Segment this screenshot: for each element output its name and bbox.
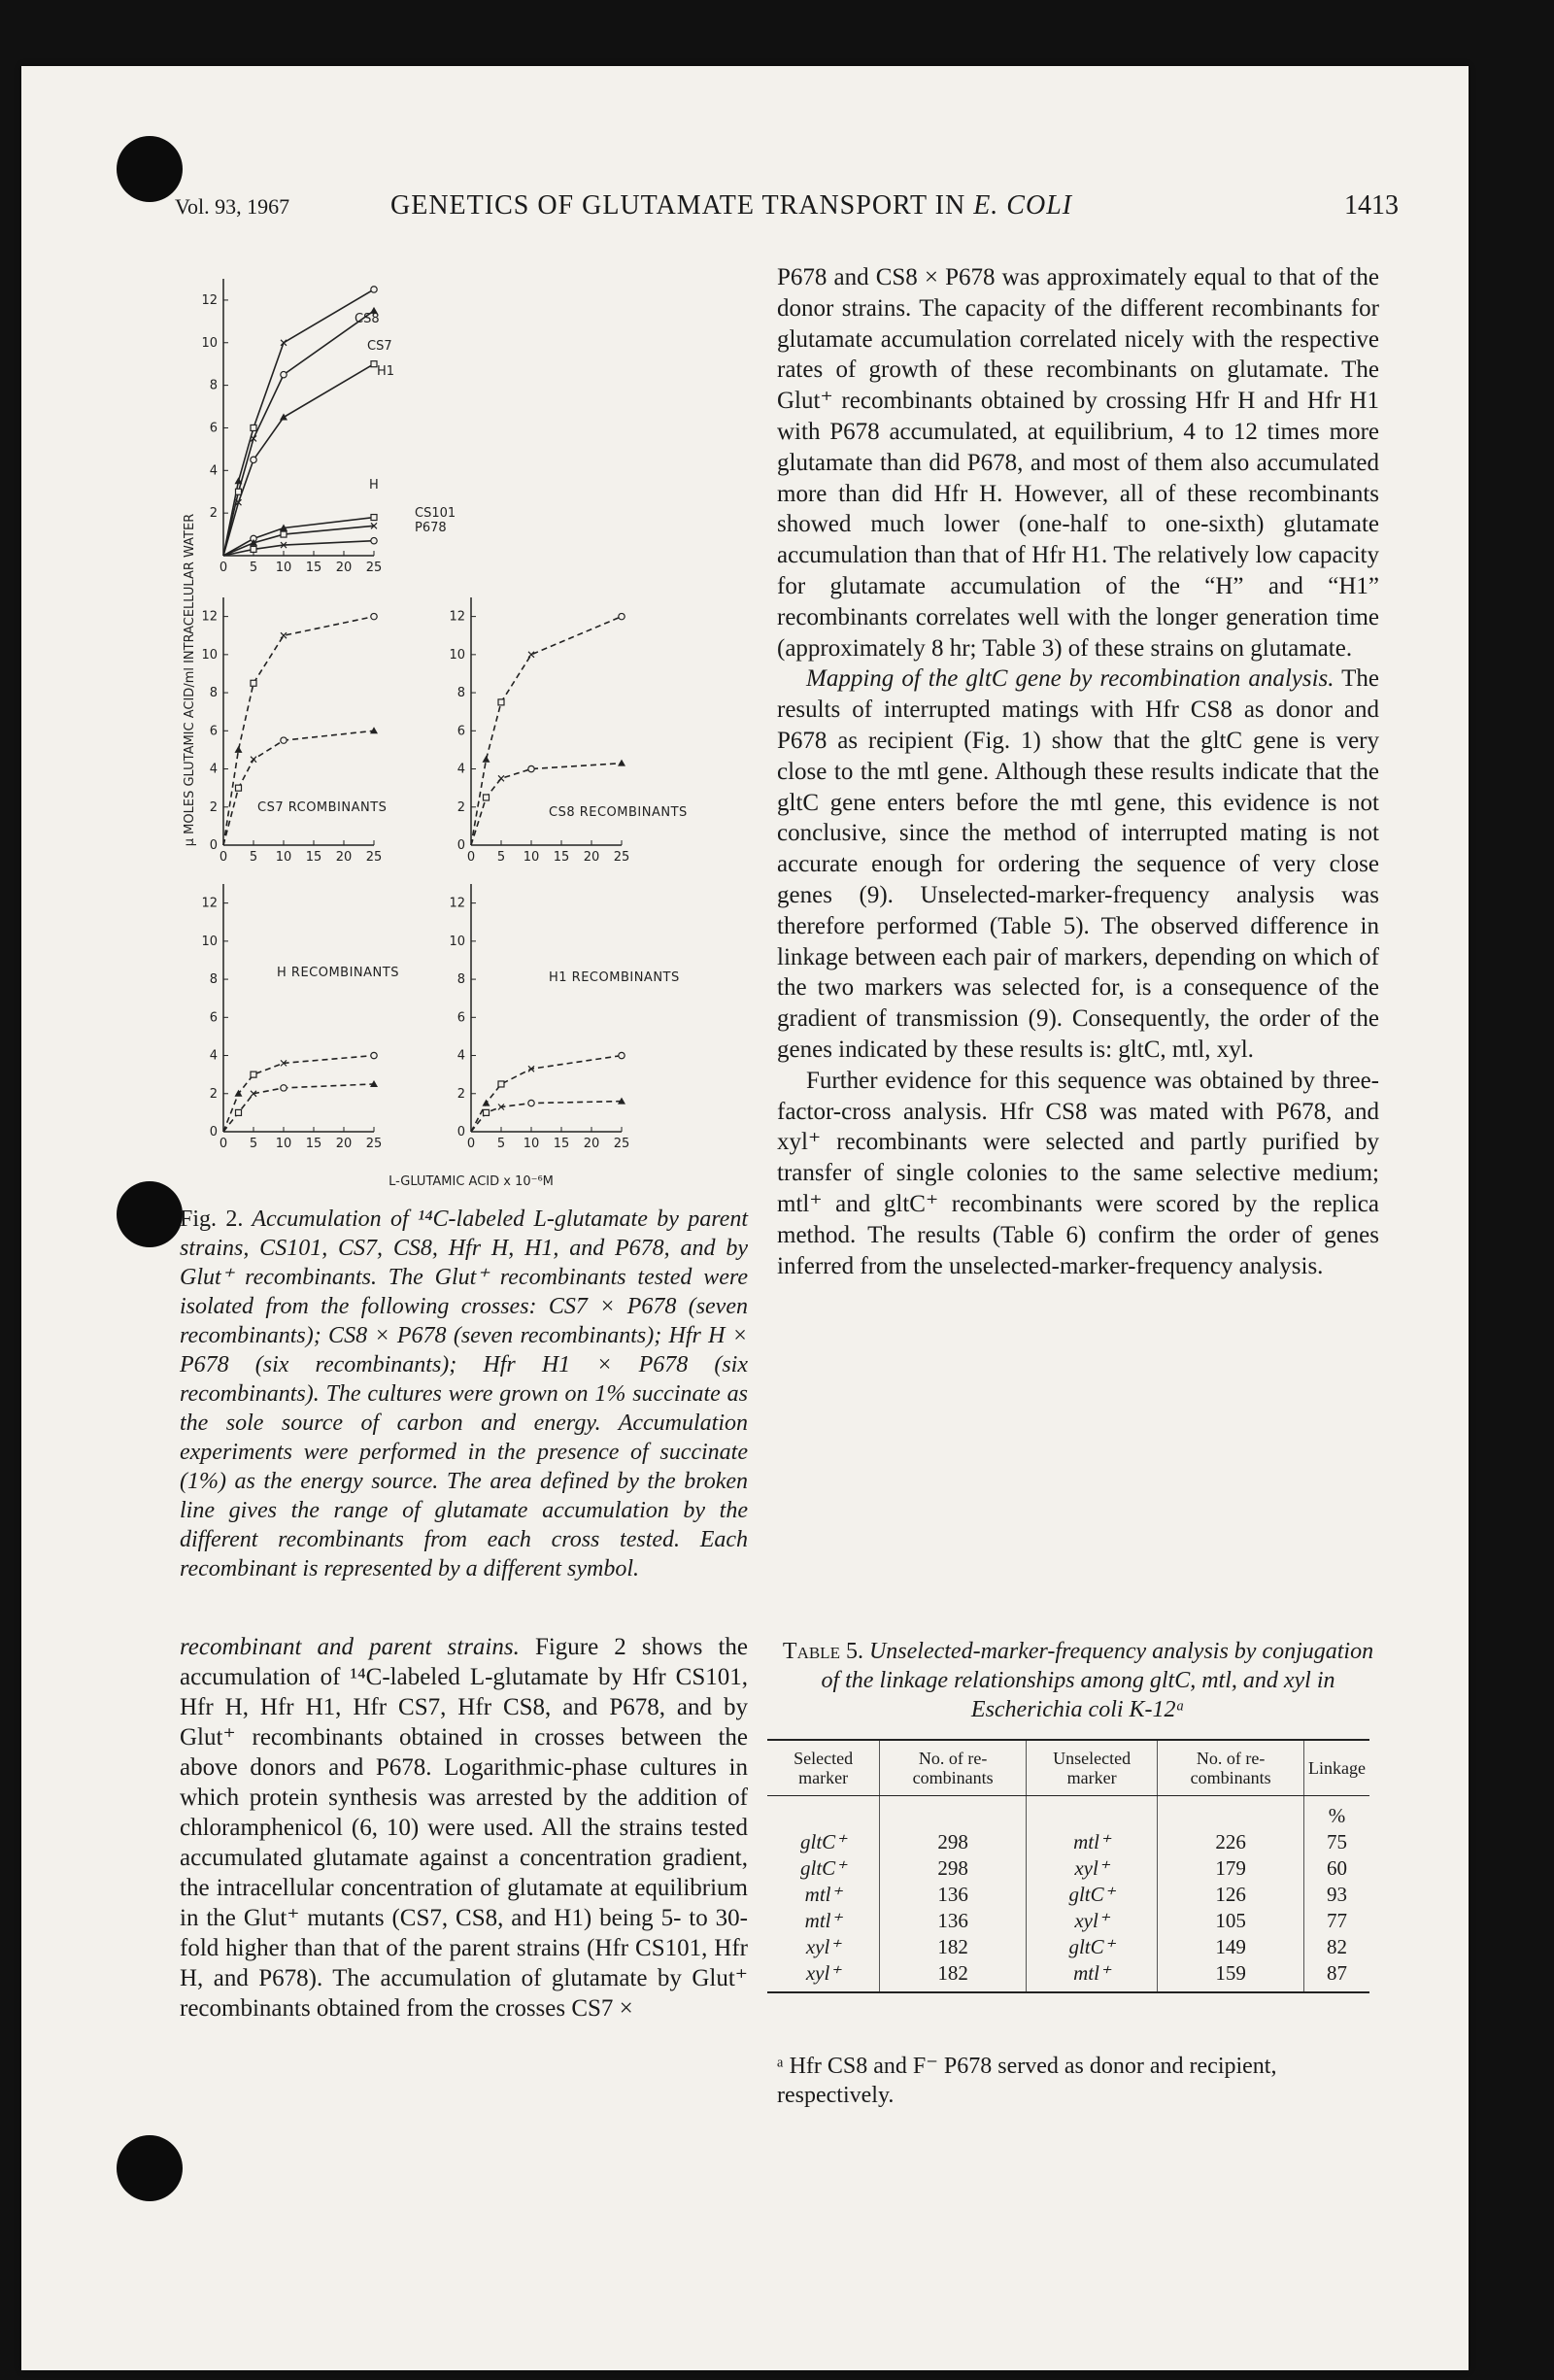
data-point	[528, 652, 534, 658]
caption-label: Fig. 2.	[180, 1207, 244, 1232]
data-point	[498, 1081, 504, 1087]
series-line	[223, 311, 374, 556]
series-line	[471, 1102, 622, 1132]
right-column-text	[777, 262, 1379, 1281]
x-tick-label: 5	[496, 850, 506, 865]
table-title: Unselected-marker-frequency analysis by conjugation of the linkage relationships among gltC, mtl, and xyl in Escherichia coli K-12ᵃ	[821, 1639, 1374, 1722]
x-tick-label: 0	[466, 1137, 476, 1151]
data-point	[528, 1100, 534, 1105]
y-tick-label: 12	[201, 609, 218, 625]
table-cell: gltC⁺	[799, 1856, 847, 1880]
x-tick-label: 5	[496, 1137, 506, 1151]
figure-2	[180, 262, 753, 1195]
x-tick-label: 10	[275, 850, 292, 865]
data-point	[484, 795, 490, 800]
table-cell: 82	[1303, 1934, 1369, 1960]
x-tick-label: 0	[219, 561, 228, 575]
table-cell: xyl⁺	[1027, 1908, 1158, 1934]
caption-text: Accumulation of ¹⁴C-labeled L-glutamate by parent strains, CS101, CS7, CS8, Hfr H, H1, and P678, and by Glut⁺ recombinants. The Glut⁺ recombinants tested were isolated from the following crosses: CS7 × P678 (seven recombinants); CS8 × P678 (seven recombinants); Hfr H × P678 (six recombinants); Hfr H1 × P678 (six recombinants). The cultures were grown on 1% succinate as the sole source of carbon and energy. Accumulation experiments were performed in the presence of succinate (1%) as the energy source. The area defined by the broken line gives the range of glutamate accumulation by the different recombinants from each cross tested. Each recombinant is represented by a different symbol.	[180, 1207, 748, 1581]
table-cell: mtl⁺	[1027, 1960, 1158, 1992]
table-cell: 182	[880, 1934, 1027, 1960]
table-row	[767, 1829, 1369, 1855]
unit-row	[767, 1796, 1369, 1830]
left-column-text	[180, 1632, 748, 2023]
table-cell: 298	[880, 1829, 1027, 1855]
data-point	[281, 531, 287, 537]
data-point	[498, 775, 504, 781]
data-point	[483, 756, 490, 763]
table-cell: 182	[880, 1960, 1027, 1992]
table-cell: xyl⁺	[805, 1935, 841, 1958]
table-cell: xyl⁺	[767, 1960, 880, 1992]
page-number: 1413	[1344, 190, 1399, 221]
data-point	[281, 632, 287, 638]
left-text-lead: recombinant and parent strains.	[180, 1634, 520, 1660]
y-tick-label: 8	[209, 686, 218, 701]
series-line	[223, 289, 374, 556]
table-cell: 149	[1158, 1934, 1304, 1960]
x-tick-label: 15	[553, 1137, 570, 1151]
data-point	[280, 414, 287, 421]
panel-title: H1 RECOMBINANTS	[549, 970, 680, 985]
binder-hole-top	[117, 136, 183, 202]
table-cell: 298	[880, 1855, 1027, 1882]
y-tick-label: 4	[209, 463, 218, 479]
table-cell: mtl⁺	[1027, 1829, 1158, 1855]
series-line	[223, 1056, 374, 1132]
data-point	[281, 737, 287, 743]
y-tick-label: 6	[209, 724, 218, 739]
data-point	[371, 515, 377, 521]
data-point	[619, 1052, 625, 1058]
data-point	[528, 765, 534, 771]
data-point	[371, 613, 377, 619]
table-cell: mtl⁺	[804, 1909, 842, 1932]
left-text-body: Figure 2 shows the accumulation of ¹⁴C-labeled L-glutamate by Hfr CS101, Hfr H, Hfr H1, Hfr CS7, Hfr CS8, and P678, and by Glut⁺ recombinants obtained in crosses between the above donors and P678. Logarithmic-phase cultures in which protein synthesis was arrested by the addition of chloramphenicol (6, 10) were used. All the strains tested accumulated glutamate against a concentration gradient, the intracellular concentration of glutamate at equilibrium in the Glut⁺ mutants (CS7, CS8, and H1) being 5- to 30-fold higher than that of the parent strains (Hfr CS101, Hfr H, and P678). The accumulation of glutamate by Glut⁺ recombinants obtained from the crosses CS7 ×	[180, 1634, 748, 2022]
data-point	[498, 699, 504, 705]
x-tick-label: 0	[466, 850, 476, 865]
x-tick-label: 25	[613, 1137, 630, 1151]
data-point	[371, 287, 377, 292]
data-point	[371, 537, 377, 543]
curve-label: P678	[415, 521, 447, 535]
series-line	[223, 518, 374, 556]
y-tick-label: 12	[201, 896, 218, 911]
x-tick-label: 0	[219, 850, 228, 865]
section-heading-mapping: Mapping of the gltC gene by recombination analysis.	[806, 665, 1334, 693]
curve-label: H1	[377, 364, 395, 379]
data-point	[619, 613, 625, 619]
table-cell: 87	[1303, 1960, 1369, 1992]
table-5-caption	[777, 1637, 1379, 1724]
x-tick-label: 10	[523, 850, 540, 865]
data-point	[251, 546, 256, 552]
x-tick-label: 0	[219, 1137, 228, 1151]
series-line	[223, 1084, 374, 1132]
x-tick-label: 15	[305, 850, 322, 865]
data-point	[281, 1085, 287, 1091]
x-tick-label: 15	[305, 1137, 322, 1151]
col-selected-marker: Selected marker	[767, 1740, 880, 1796]
y-tick-label: 0	[209, 1125, 218, 1139]
y-tick-label: 8	[209, 972, 218, 988]
x-tick-label: 5	[249, 850, 258, 865]
x-tick-label: 20	[335, 850, 353, 865]
data-point	[371, 1052, 377, 1058]
y-tick-label: 12	[449, 609, 465, 625]
y-tick-label: 6	[456, 1010, 465, 1026]
panel-title: CS8 RECOMBINANTS	[549, 805, 688, 820]
y-tick-label: 10	[449, 934, 465, 949]
data-point	[281, 371, 287, 377]
figure-caption	[180, 1205, 748, 1583]
y-tick-label: 2	[209, 799, 218, 815]
panel-title: H RECOMBINANTS	[277, 966, 399, 980]
table-cell: 136	[880, 1908, 1027, 1934]
table-cell: xyl⁺	[1027, 1855, 1158, 1882]
table-cell: gltC⁺	[799, 1830, 847, 1853]
y-tick-label: 2	[209, 1086, 218, 1102]
y-tick-label: 8	[456, 972, 465, 988]
table-row	[767, 1855, 1369, 1882]
x-tick-label: 10	[523, 1137, 540, 1151]
y-tick-label: 10	[449, 647, 465, 663]
paragraph-3: Further evidence for this sequence was obtained by three-factor-cross analysis. Hfr CS8 was mated with P678, and xyl⁺ recombinants were selected and partly purified by transfer of single colonies to the same selective medium; mtl⁺ and gltC⁺ recombinants were scored by the replica method. The results (Table 6) confirm the order of genes inferred from the unselected-marker-frequency analysis.	[777, 1067, 1379, 1279]
table-row	[767, 1960, 1369, 1992]
col-no-recombinants-2: No. of re-combinants	[1158, 1740, 1304, 1796]
y-tick-label: 10	[201, 335, 218, 351]
col-linkage: Linkage	[1303, 1740, 1369, 1796]
series-line	[471, 1056, 622, 1132]
data-point	[235, 1090, 243, 1097]
x-tick-label: 20	[335, 1137, 353, 1151]
y-tick-label: 8	[456, 686, 465, 701]
data-point	[251, 680, 256, 686]
y-tick-label: 10	[201, 934, 218, 949]
x-tick-label: 10	[275, 1137, 292, 1151]
x-tick-label: 20	[583, 850, 600, 865]
y-tick-label: 6	[209, 1010, 218, 1026]
y-tick-label: 2	[209, 506, 218, 522]
table-cell: 159	[1158, 1960, 1304, 1992]
data-point	[236, 1109, 242, 1115]
table-label: Table 5.	[782, 1639, 863, 1664]
figure-2-plots	[180, 262, 753, 1195]
x-tick-label: 25	[613, 850, 630, 865]
volume-year: Vol. 93, 1967	[175, 194, 290, 219]
table-cell: 136	[880, 1882, 1027, 1908]
y-axis-title: μ MOLES GLUTAMIC ACID/ml INTRACELLULAR WATER	[183, 513, 197, 847]
y-tick-label: 4	[456, 762, 465, 777]
data-point	[236, 785, 242, 791]
table-cell: 179	[1158, 1855, 1304, 1882]
x-axis-title: L-GLUTAMIC ACID x 10⁻⁶M	[388, 1174, 554, 1189]
y-tick-label: 4	[209, 1048, 218, 1064]
curve-label: H	[369, 478, 379, 493]
table-row	[767, 1882, 1369, 1908]
paragraph-2: Mapping of the gltC gene by recombination analysis. The results of interrupted matings with Hfr CS8 as donor and P678 as recipient (Fig. 1) show that the gltC gene is very close to the mtl gene. Although these results indicate that the gltC gene enters before the mtl gene, this evidence is not conclusive, since the method of interrupted mating is not accurate enough for ordering the sequence of very close genes (9). Unselected-marker-frequency analysis was therefore performed (Table 5). The observed difference in linkage between each pair of markers, depending on which of the two markers was selected for, is a consequence of the gradient of transmission (9). Consequently, the order of the genes indicated by these results is: gltC, mtl, xyl.	[777, 665, 1379, 1063]
series-line	[471, 764, 622, 845]
y-tick-label: 12	[201, 292, 218, 308]
y-tick-label: 8	[209, 378, 218, 393]
y-tick-label: 6	[456, 724, 465, 739]
x-tick-label: 15	[553, 850, 570, 865]
panel-title: CS7 RCOMBINANTS	[257, 800, 388, 815]
x-tick-label: 25	[365, 561, 383, 575]
x-tick-label: 15	[305, 561, 322, 575]
y-tick-label: 0	[456, 838, 465, 853]
running-head	[175, 190, 1399, 229]
table-cell: 60	[1303, 1855, 1369, 1882]
y-tick-label: 2	[456, 799, 465, 815]
linkage-unit: %	[1303, 1796, 1369, 1830]
y-tick-label: 12	[449, 896, 465, 911]
col-no-recombinants-1: No. of re-combinants	[880, 1740, 1027, 1796]
data-point	[236, 489, 242, 494]
data-point	[251, 1071, 256, 1077]
data-point	[251, 757, 256, 763]
table-cell: 126	[1158, 1882, 1304, 1908]
running-title: GENETICS OF GLUTAMATE TRANSPORT IN E. COLI	[390, 190, 1073, 221]
curve-label: CS8	[355, 312, 380, 326]
y-tick-label: 0	[209, 838, 218, 853]
y-tick-label: 0	[456, 1125, 465, 1139]
binder-hole-bottom	[117, 2135, 183, 2201]
y-tick-label: 2	[456, 1086, 465, 1102]
curve-label: CS101	[415, 506, 456, 521]
table-cell: 75	[1303, 1829, 1369, 1855]
table-cell: 226	[1158, 1829, 1304, 1855]
table-cell: 93	[1303, 1882, 1369, 1908]
table-cell: 77	[1303, 1908, 1369, 1934]
data-point	[618, 760, 625, 766]
table-cell: 105	[1158, 1908, 1304, 1934]
x-tick-label: 25	[365, 1137, 383, 1151]
col-unselected-marker: Unselected marker	[1027, 1740, 1158, 1796]
series-line	[223, 731, 374, 845]
y-tick-label: 4	[209, 762, 218, 777]
table-5-footnote: ᵃ Hfr CS8 and F⁻ P678 served as donor and recipient, respectively.	[777, 2054, 1277, 2108]
table-cell: mtl⁺	[804, 1883, 842, 1906]
data-point	[251, 457, 256, 462]
data-point	[251, 425, 256, 430]
y-tick-label: 10	[201, 647, 218, 663]
x-tick-label: 10	[275, 561, 292, 575]
x-tick-label: 25	[365, 850, 383, 865]
data-point	[484, 1109, 490, 1115]
paragraph-1: P678 and CS8 × P678 was approximately equal to that of the donor strains. The capacity of the different recombinants for glutamate accumulation correlated nicely with the respective rates of growth of these recombinants on glutamate. The Glut⁺ recombinants obtained by crossing Hfr H and Hfr H1 with P678 accumulated, at equilibrium, 4 to 12 times more glutamate than did P678, and most of them also accumulated more than did Hfr H. However, all of these recombinants showed much lower (one-half to one-sixth) glutamate accumulation than that of Hfr H1. The relatively low capacity for glutamate accumulation of the “H” and “H1” recombinants correlates well with the longer generation time (approximately 8 hr; Table 3) of these strains on glutamate.	[777, 264, 1379, 662]
data-point	[235, 746, 243, 753]
table-row	[767, 1934, 1369, 1960]
x-tick-label: 20	[583, 1137, 600, 1151]
x-tick-label: 5	[249, 1137, 258, 1151]
table-5	[767, 1739, 1369, 1993]
data-point	[483, 1100, 490, 1106]
table-cell: gltC⁺	[1027, 1882, 1158, 1908]
y-tick-label: 4	[456, 1048, 465, 1064]
table-row	[767, 1908, 1369, 1934]
table-cell: gltC⁺	[1027, 1934, 1158, 1960]
curve-label: CS7	[367, 339, 392, 354]
x-tick-label: 20	[335, 561, 353, 575]
x-tick-label: 5	[249, 561, 258, 575]
y-tick-label: 6	[209, 421, 218, 436]
binder-hole-middle	[117, 1181, 183, 1247]
